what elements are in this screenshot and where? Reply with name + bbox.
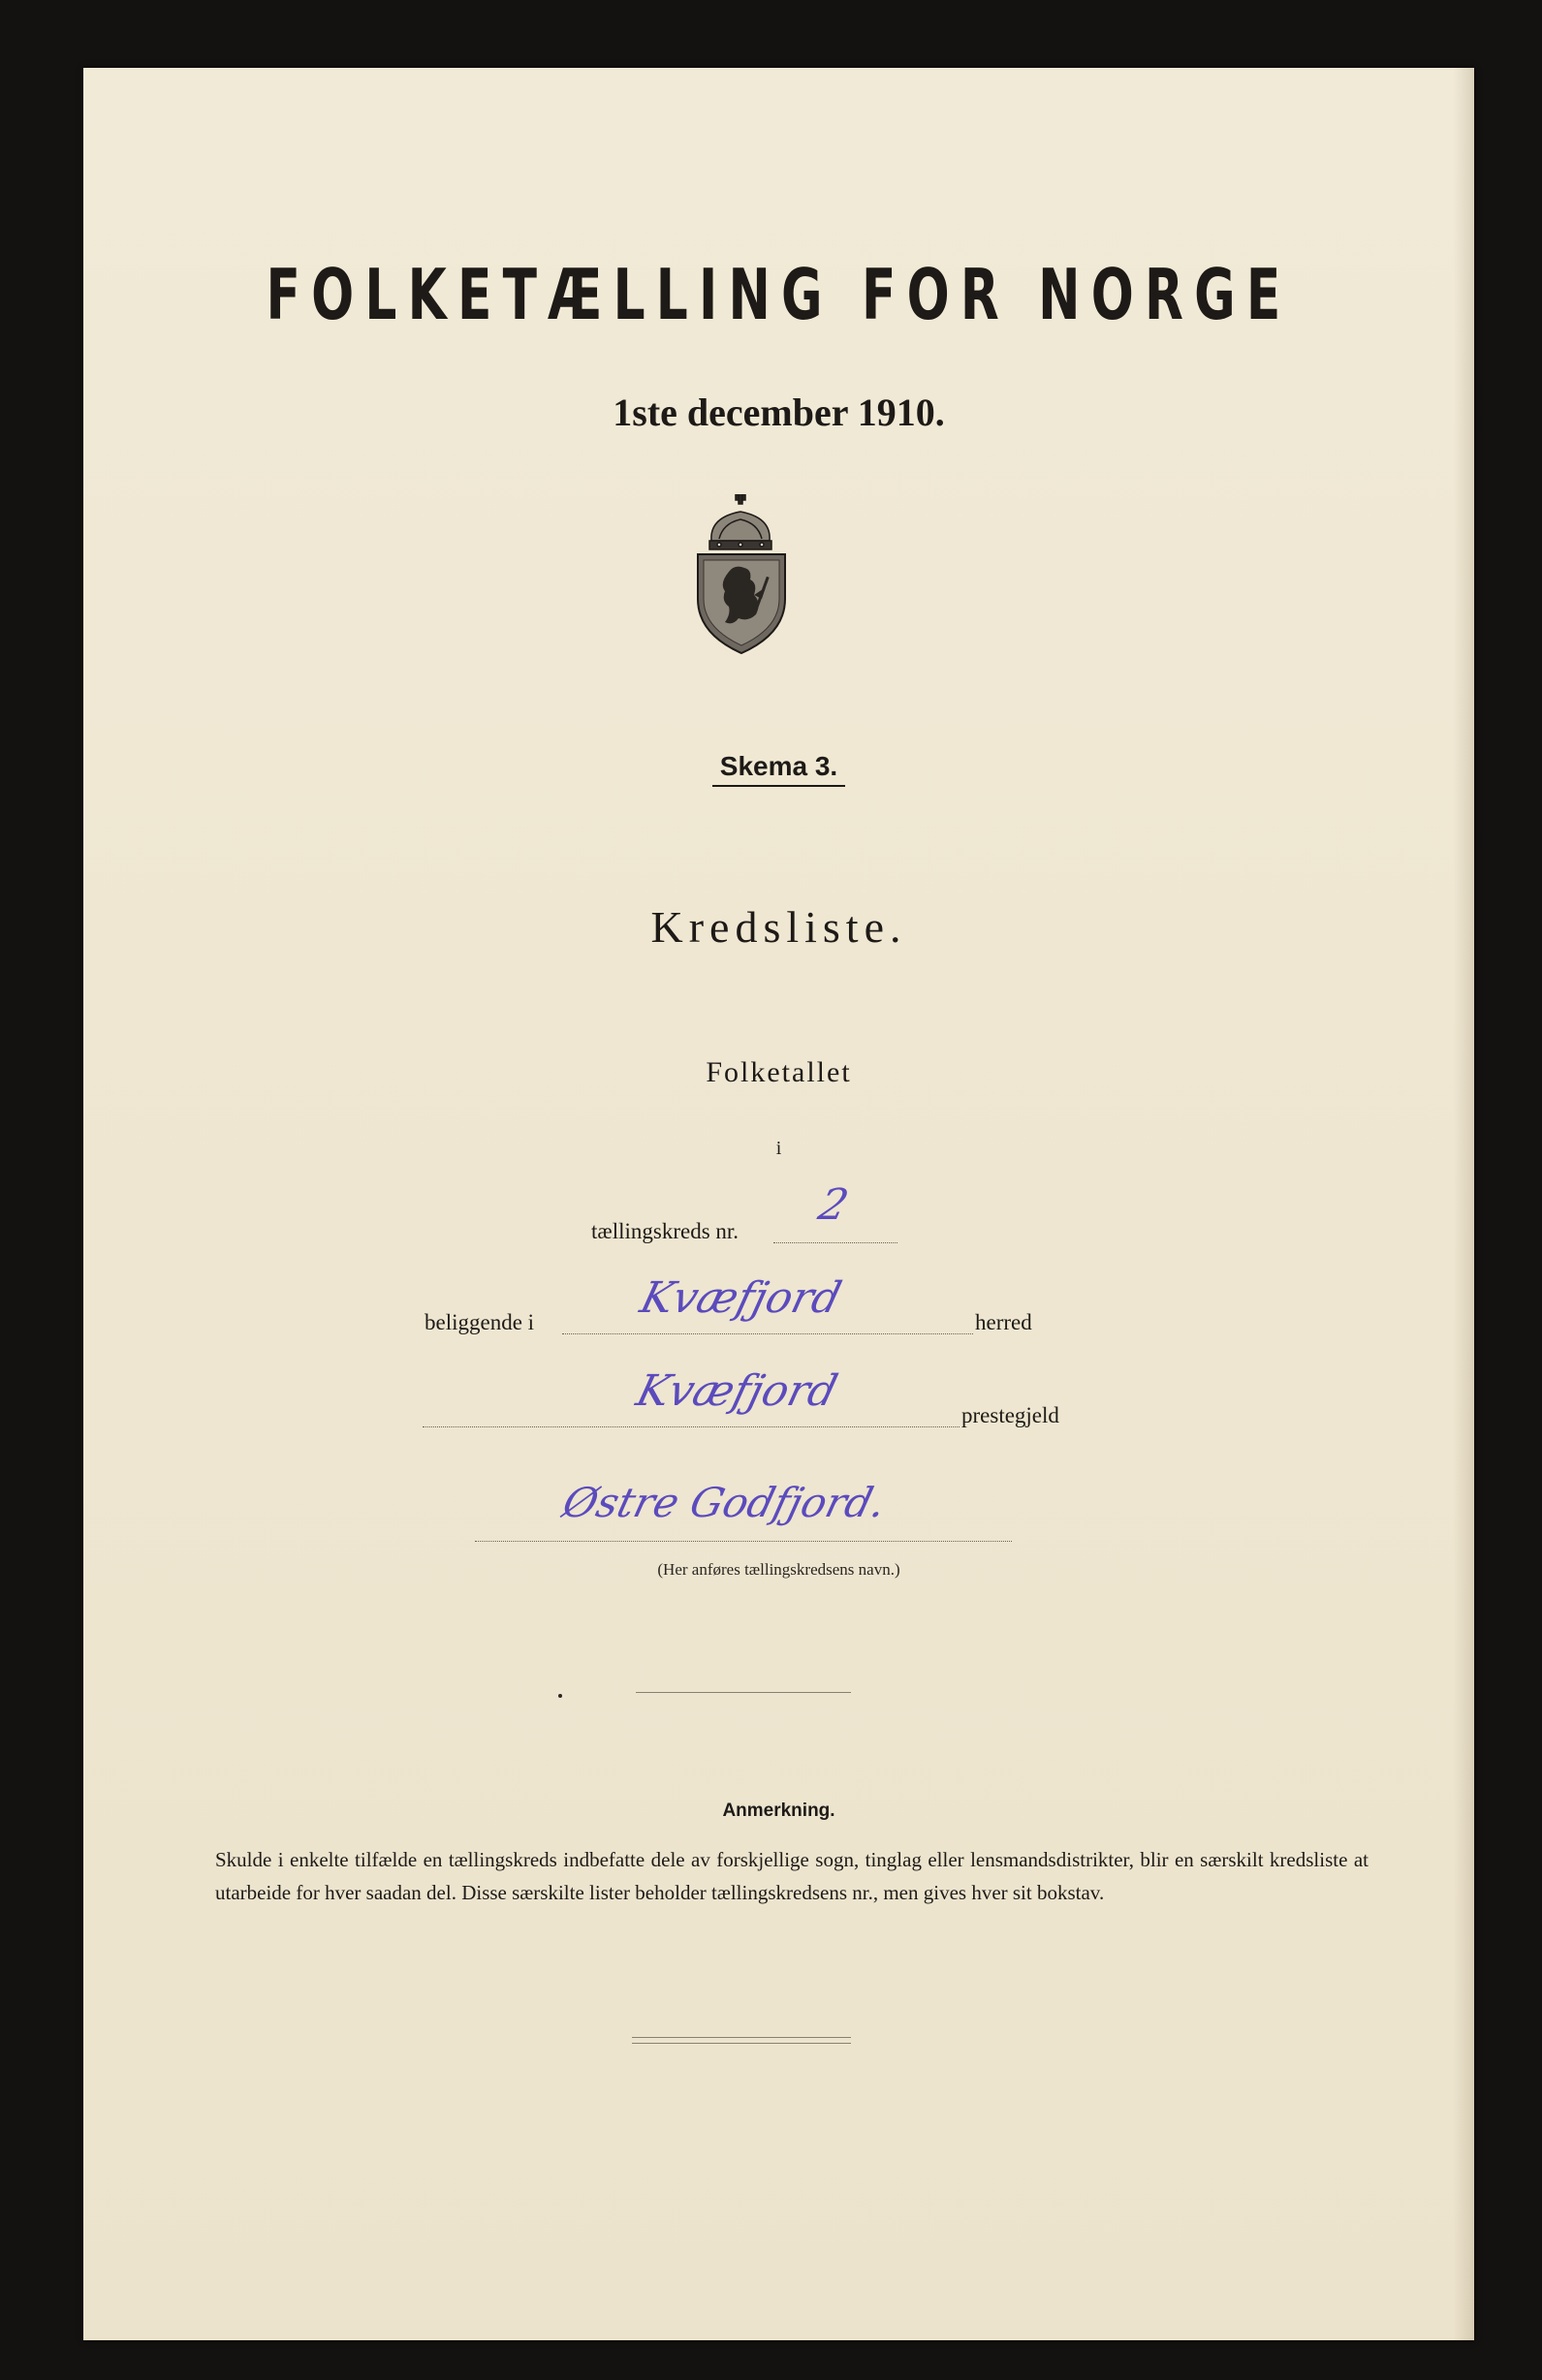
- schema-number: [83, 751, 1474, 782]
- ink-dot: [558, 1694, 562, 1698]
- schema-label: Skema 3.: [712, 751, 845, 787]
- form-heading: Kredsliste.: [650, 902, 907, 952]
- district-number-value: 2: [813, 1180, 854, 1230]
- district-name-caption: (Her anføres tællingskredsens navn.): [657, 1560, 900, 1579]
- bottom-divider-top: [632, 2037, 851, 2038]
- note-text: Skulde i enkelte tilfælde en tællingskreds indbefatte dele av forskjellige sogn, tinglag eller lensmandsdistrikter, blir en særskilt kredsliste at utarbeide for hver saadan del. Disse særskilte lister beholder tællingskredsens nr., men gives hver sit bokstav.: [215, 1848, 1369, 1904]
- form-title: FOLKETÆLLING FOR NORGE: [266, 254, 1292, 335]
- prestegjeld-suffix: prestegjeld: [961, 1403, 1059, 1427]
- note-heading: Anmerkning.: [722, 1801, 835, 1821]
- herred-value: Kvæfjord: [635, 1273, 847, 1323]
- prestegjeld-value: Kvæfjord: [631, 1366, 843, 1416]
- norwegian-coat-of-arms-icon: [690, 494, 793, 655]
- herred-line: [562, 1333, 973, 1334]
- district-name-value: Østre Godfjord.: [557, 1479, 892, 1526]
- divider-line: [636, 1692, 851, 1693]
- located-in-label: beliggende i: [425, 1310, 535, 1334]
- district-number-label: tællingskreds nr.: [591, 1219, 740, 1243]
- bottom-divider-bottom: [632, 2043, 851, 2044]
- district-number-line: [773, 1242, 897, 1243]
- preposition: i: [775, 1138, 782, 1159]
- herred-suffix: herred: [975, 1310, 1032, 1334]
- prestegjeld-line: [423, 1426, 960, 1427]
- form-subheading: Folketallet: [706, 1056, 852, 1088]
- census-form-sheet: [83, 68, 1474, 2340]
- district-name-line: [475, 1541, 1012, 1542]
- census-date: 1ste december 1910.: [613, 391, 945, 434]
